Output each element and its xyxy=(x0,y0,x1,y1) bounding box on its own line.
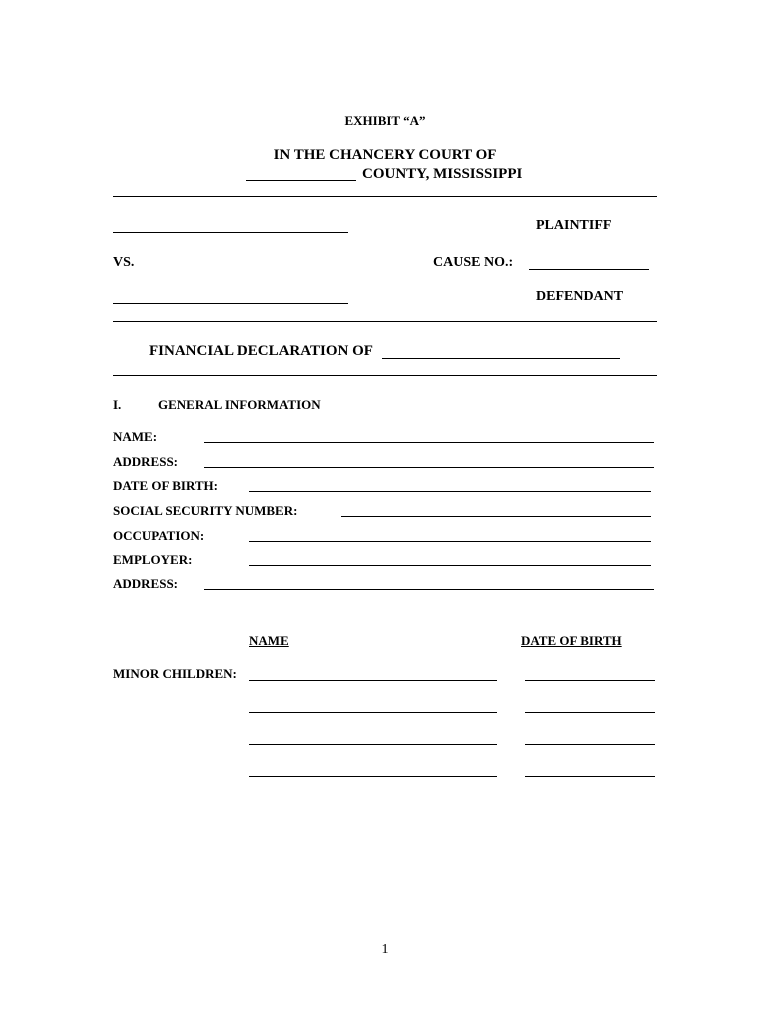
cause-number-label: CAUSE NO.: xyxy=(433,255,514,270)
employer-label: EMPLOYER: xyxy=(113,552,193,567)
child-dob-field[interactable] xyxy=(525,744,655,745)
occupation-label: OCCUPATION: xyxy=(113,528,205,543)
ssn-field[interactable] xyxy=(341,516,651,517)
declaration-title: FINANCIAL DECLARATION OF xyxy=(149,343,373,359)
name-field[interactable] xyxy=(204,442,654,443)
child-dob-field[interactable] xyxy=(525,776,655,777)
declarant-blank[interactable] xyxy=(382,358,620,359)
employer-address-label: ADDRESS: xyxy=(113,576,179,591)
child-name-field[interactable] xyxy=(249,776,497,777)
child-name-field[interactable] xyxy=(249,744,497,745)
child-name-field[interactable] xyxy=(249,712,497,713)
child-name-header: NAME xyxy=(249,633,289,648)
address-field[interactable] xyxy=(204,467,654,468)
address-label: ADDRESS: xyxy=(113,454,179,469)
child-dob-field[interactable] xyxy=(525,680,655,681)
page-number: 1 xyxy=(381,942,389,957)
employer-address-field[interactable] xyxy=(204,589,654,590)
name-label: NAME: xyxy=(113,429,158,444)
plaintiff-blank[interactable] xyxy=(113,232,348,233)
ssn-label: SOCIAL SECURITY NUMBER: xyxy=(113,503,298,518)
occupation-field[interactable] xyxy=(249,541,651,542)
section-number: I. xyxy=(113,397,122,412)
minor-children-label: MINOR CHILDREN: xyxy=(113,666,237,681)
employer-field[interactable] xyxy=(249,565,651,566)
county-blank[interactable] xyxy=(246,180,356,181)
court-name: IN THE CHANCERY COURT OF xyxy=(273,147,497,163)
defendant-blank[interactable] xyxy=(113,303,348,304)
exhibit-label: EXHIBIT “A” xyxy=(344,113,426,128)
section-heading: GENERAL INFORMATION xyxy=(158,397,321,412)
title-rule xyxy=(113,375,657,376)
defendant-label: DEFENDANT xyxy=(536,289,624,304)
child-dob-field[interactable] xyxy=(525,712,655,713)
dob-field[interactable] xyxy=(249,491,651,492)
cause-number-blank[interactable] xyxy=(529,269,649,270)
child-dob-header: DATE OF BIRTH xyxy=(521,633,622,648)
plaintiff-label: PLAINTIFF xyxy=(536,218,612,233)
county-state: COUNTY, MISSISSIPPI xyxy=(362,166,523,182)
dob-label: DATE OF BIRTH: xyxy=(113,478,218,493)
vs-label: VS. xyxy=(113,255,135,270)
header-rule xyxy=(113,196,657,197)
child-name-field[interactable] xyxy=(249,680,497,681)
caption-rule xyxy=(113,321,657,322)
